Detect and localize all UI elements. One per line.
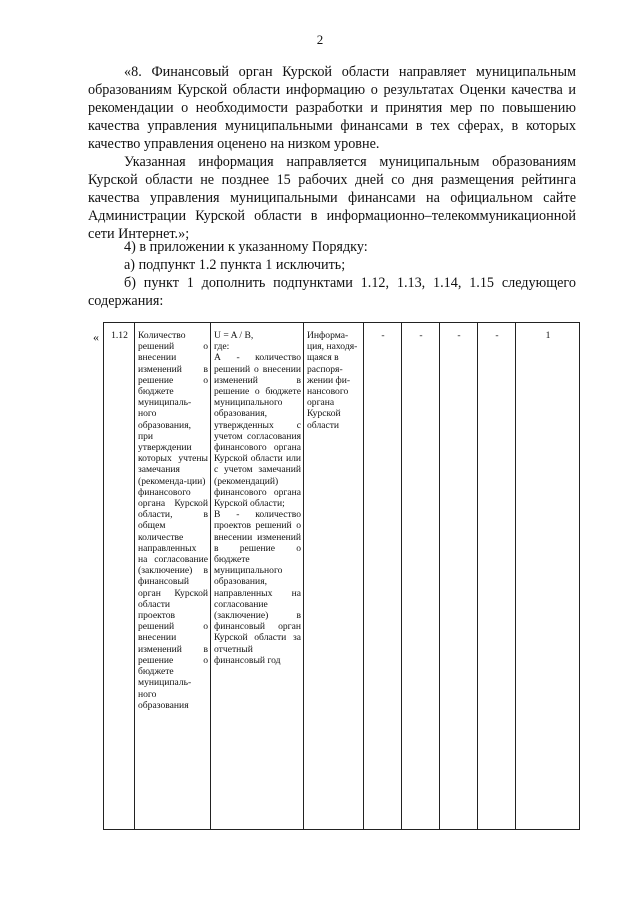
page-number: 2 (316, 32, 324, 47)
list-item-a-text: а) подпункт 1.2 пункта 1 исключить; (124, 257, 346, 273)
list-item-a (88, 256, 576, 274)
list-item-4-text: 4) в приложении к указанному Порядку: (124, 239, 368, 255)
dash-cell: - (440, 323, 478, 830)
paragraph-8 (88, 63, 576, 153)
list-item-b-text: б) пункт 1 дополнить подпунктами 1.12, 1.13, 1.14, 1.15 следующего содержания: (88, 275, 576, 309)
calculation-formula: U = A / B, где: А - количество решений о внесении изменений в решение о бюджете муниципального образования, утвержденных с учетом согласования финансового органа Курской области или с учетом замечаний (рекомендаций) финансового органа Курской области; B - количество проектов решений о внесении изменений в решение о бюджете муниципального образования, направленных на согласование (заключение) в финансовый орган Курской области за отчетный финансовый год (211, 323, 304, 830)
dash-cell: - (364, 323, 402, 830)
indicator-name: Количество решений о внесении изменений в решение о бюджете муниципаль-ного образования, при утверждении которых учтены замечания (рекоменда-ции) финансового органа Курской области, в общем количестве направленных на согласование (заключение) в финансовый орган Курской области проектов решений о внесении изменений в решение о бюджете муниципаль-ного образования (135, 323, 211, 830)
row-number: 1.12 (104, 323, 135, 830)
paragraph-8-text: «8. Финансовый орган Курской области направляет муниципальным образованиям Курской области информацию о результатах Оценки качества и рекомендации о необходимости разработки и принятия мер по повышению качества управления муниципальными финансами в тех сферах, в которых качество управления оценено на низком уровне. (88, 64, 576, 152)
paragraph-info (88, 153, 576, 243)
list-item-b (88, 274, 576, 310)
weight-cell: 1 (516, 323, 580, 830)
list-item-4 (88, 238, 576, 256)
indicator-table (103, 322, 580, 830)
dash-cell: - (402, 323, 440, 830)
data-source: Информа-ция, находя-щаяся в распоря-жении фи-нансового органа Курской области (304, 323, 364, 830)
paragraph-info-text: Указанная информация направляется муниципальным образованиям Курской области не позднее 15 рабочих дней со дня размещения рейтинга качества управления муниципальными финансами на официальном сайте Администрации Курской области в информационно–телекоммуникационной сети Интернет.»; (88, 154, 576, 242)
table-row (104, 323, 580, 830)
table-open-quote: « (93, 330, 99, 344)
dash-cell: - (478, 323, 516, 830)
